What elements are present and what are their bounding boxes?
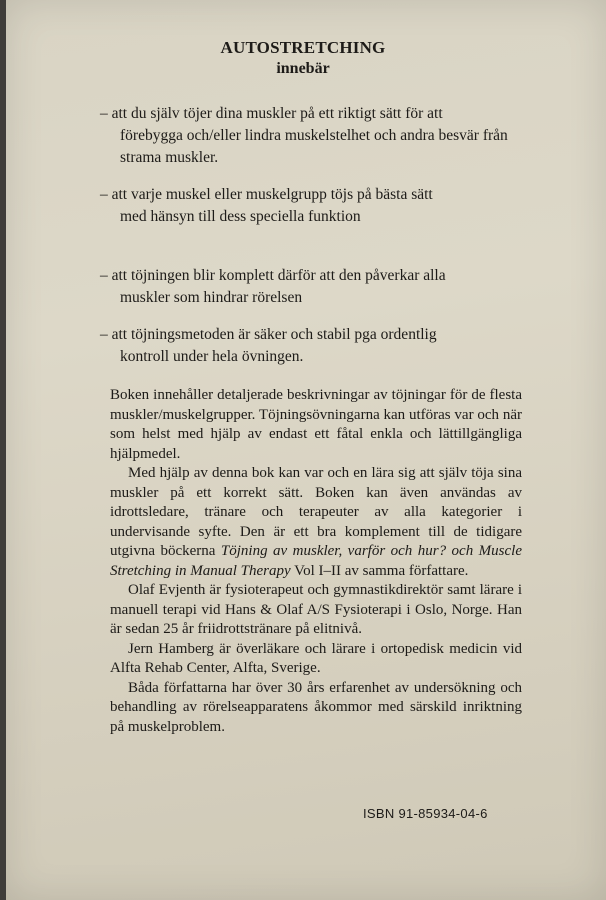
bullet-item (100, 184, 530, 228)
book-title: AUTOSTRETCHING (220, 38, 386, 57)
bullet-first-line: – att töjningen blir komplett därför att den påverkar alla (100, 267, 446, 284)
paragraph-usage-end: Vol I–II av samma författare. (290, 562, 469, 579)
isbn-number: ISBN 91-85934-04-6 (363, 806, 488, 821)
book-subtitle: innebär (276, 60, 330, 77)
bullet-first-line: – att varje muskel eller muskelgrupp töjs på bästa sätt (100, 186, 433, 203)
bullet-item (100, 103, 530, 169)
book-titles: Töjning av muskler, varför och hur? och Muscle Stretching in Manual Therapy (110, 543, 522, 579)
bullet-continuation: med hänsyn till dess speciella funktion (120, 208, 361, 225)
bullet-item (100, 265, 530, 309)
bullet-continuation: muskler som hindrar rörelsen (120, 289, 303, 306)
bullet-first-line: – att du själv töjer dina muskler på ett riktigt sätt för att (100, 105, 443, 122)
paragraph-author-evjenth: Olaf Evjenth är fysioterapeut och gymnastikdirektör samt lärare i manuell terapi vid Hans & Olaf A/S Fysioterapi i Oslo, Norge. Han är sedan 25 år friidrottstränare på elitnivå. (110, 582, 522, 637)
paragraph-content: Boken innehåller detaljerade beskrivningar av töjningar för de flesta muskler/muskelgrupper. Töjningsövningarna kan utföras var och när som helst med hjälp av endast ett fåtal enkla och lättillgängliga hjälpmedel. (110, 387, 522, 462)
bullet-continuation: kontroll under hela övningen. (120, 348, 304, 365)
bullet-continuation: förebygga och/eller lindra muskelstelhet och andra besvär från strama muskler. (120, 127, 508, 166)
paragraph-author-hamberg: Jern Hamberg är överläkare och lärare i ortopedisk medicin vid Alfta Rehab Center, Alfta, Sverige. (110, 640, 522, 676)
bullet-first-line: – att töjningsmetoden är säker och stabil pga ordentlig (100, 326, 437, 343)
description-text (110, 386, 522, 737)
paragraph-experience: Båda författarna har över 30 års erfarenhet av undersökning och behandling av rörelseapparatens åkommor med särskild inriktning på muskelproblem. (110, 679, 522, 735)
paragraph-usage (110, 464, 522, 581)
paragraph-usage-text: Med hjälp av denna bok kan var och en lära sig att själv töja sina muskler på ett korrekt sätt. Boken kan även användas av idrottsledare, tränare och terapeuter av alla kategorier i undervisande syfte. Den är ett bra komplement till de tidigare utgivna böckerna (110, 465, 522, 559)
bullet-item (100, 324, 530, 368)
